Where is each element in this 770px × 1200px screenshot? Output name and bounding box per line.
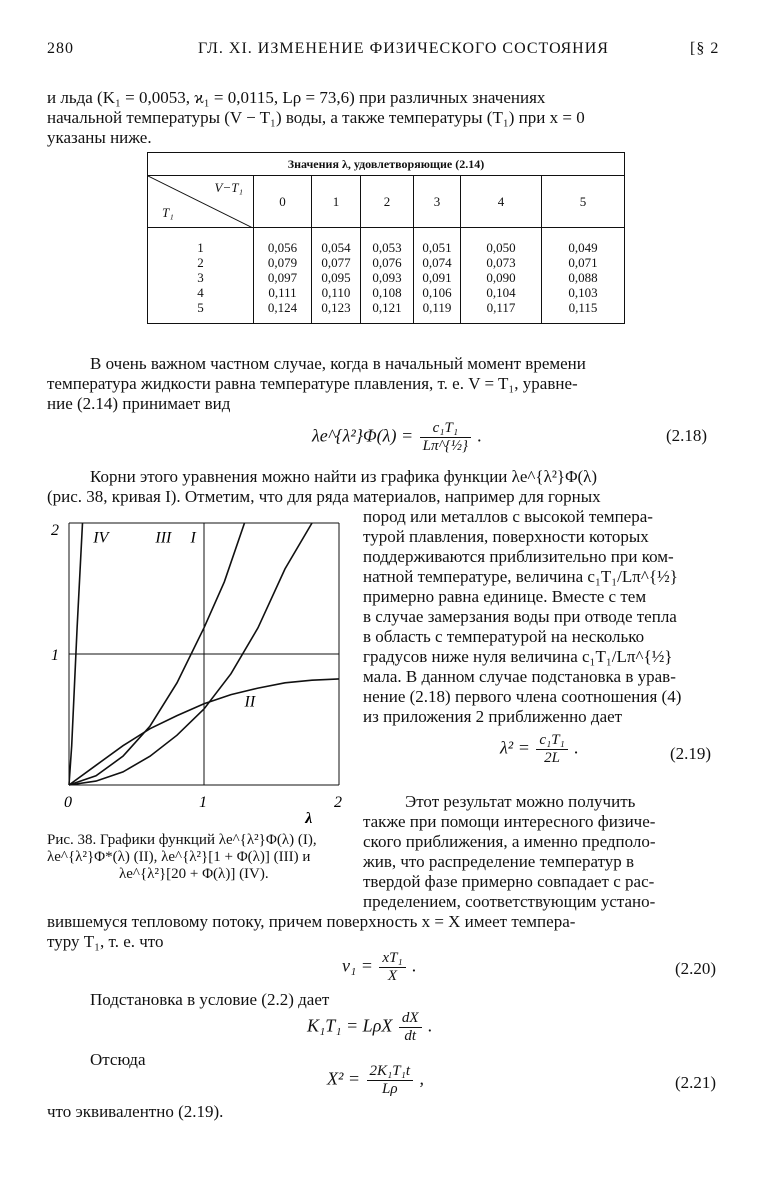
x-axis-label: λ [305,810,313,827]
x-tick-label: 1 [199,794,207,811]
para2-right-line: в область с температурой на несколько [363,627,645,646]
intro-line-2: начальной температуры (V − T₁) воды, а также температуры (T₁) при x = 0 [47,108,585,127]
eq-2-21-tail: , [419,1068,424,1089]
running-title: ГЛ. XI. ИЗМЕНЕНИЕ ФИЗИЧЕСКОГО СОСТОЯНИЯ [198,40,609,57]
eq-2-18-numerator: c₁T₁ [420,420,471,438]
para5: Отсюда [90,1050,146,1069]
x-tick-label: 2 [334,794,342,811]
para3-right-line: Этот результат можно получить [405,792,636,811]
table-value-column [312,228,361,324]
eq-dxdt-denominator: dt [404,1028,416,1044]
table-t-column [148,228,254,324]
figure-caption [47,832,342,883]
table-cell: 0,090 [486,270,516,285]
table-cell: 0,124 [267,300,298,315]
para2-right-line: пород или металлов с высокой темпера- [363,507,653,526]
table-cell: 0,053 [372,240,402,255]
curve-label-III: III [155,529,172,547]
curve-label-I: I [190,529,196,547]
table-cell: 0,049 [568,240,598,255]
para1-line-1: В очень важном частном случае, когда в начальный момент времени [90,354,586,373]
table-cell: 0,050 [486,240,516,255]
table-cell: 0,119 [422,300,452,315]
table-caption: Значения λ, удовлетворяющие (2.14) [148,153,625,176]
table-col-header: 2 [361,176,414,228]
eq-2-20-denominator: X [387,968,398,984]
eq-2-18-fraction [420,420,471,455]
eq-2-19-numerator: c₁T₁ [536,732,567,750]
table-cell: 0,071 [568,255,598,270]
eq-2-21-lhs: X² = [327,1068,361,1089]
table-cell: 0,088 [568,270,598,285]
table-col-header: 5 [542,176,625,228]
table-cell: 0,110 [321,285,351,300]
table-cell: 1 [197,240,204,255]
para2-right-line: нение (2.18) первого члена соотношения (4) [363,687,682,706]
table-cell: 0,106 [422,285,452,300]
y-tick-label: 2 [51,522,59,539]
corner-top-label: V−T₁ [214,180,243,195]
equation-2-19 [500,732,579,767]
table-cell: 5 [197,300,204,315]
table-cell: 0,104 [486,285,516,300]
table-cell: 0,076 [372,255,402,270]
para2-line-2: (рис. 38, кривая I). Отметим, что для ряда материалов, например для горных [47,487,601,506]
eq-2-18-tail: . [477,425,483,446]
eq-2-18-lhs: λe^{λ²}Φ(λ) = [312,425,414,446]
table-cell: 0,093 [372,270,402,285]
para2-right-line: натной температуре, величина c₁T₁/Lπ^{½} [363,567,678,586]
eq-dxdt-lhs: K₁T₁ = LρX [307,1015,393,1036]
table-value-column [461,228,542,324]
table-cell: 0,103 [568,285,598,300]
table-cell: 0,121 [372,300,402,315]
page-number: 280 [47,40,74,57]
corner-bottom-label: T₁ [162,205,174,220]
figure-caption-line: λe^{λ²}[20 + Φ(λ)] (IV). [119,866,269,882]
lambda-table [147,152,625,324]
graph-grid [69,523,339,785]
eq-2-19-lhs: λ² = [500,737,530,758]
table-cell: 0,091 [422,270,452,285]
table-value-column [414,228,461,324]
para6: что эквивалентно (2.19). [47,1102,224,1121]
para2-right-line: примерно равна единице. Вместе с тем [363,587,647,606]
para2-right-line: градусов ниже нуля величина c₁T₁/Lπ^{½} [363,647,673,666]
eq-2-19-tail: . [574,737,579,758]
table-value-column [542,228,625,324]
figure-38-graph [45,515,350,827]
eq-2-20-numerator: xT₁ [379,950,405,968]
intro-line-1: и льда (K₁ = 0,0053, ϰ₁ = 0,0115, Lρ = 73,6) при различных значениях [47,88,546,107]
table-cell: 2 [197,255,204,270]
table-col-header: 0 [254,176,312,228]
para3-line: туру T₁, т. е. что [47,932,164,951]
para4: Подстановка в условие (2.2) дает [90,990,330,1009]
table-cell: 0,108 [372,285,402,300]
table-value-column [254,228,312,324]
figure-caption-line: Рис. 38. Графики функций λe^{λ²}Φ(λ) (I), [47,832,317,848]
table-cell: 0,074 [422,255,452,270]
x-tick-label: 0 [64,794,72,811]
curve-label-IV: IV [93,529,109,547]
table-cell: 0,051 [422,240,452,255]
para3-right-line: твердой фазе примерно совпадает с рас- [363,872,655,891]
curve-label-II: II [244,693,256,711]
eq-2-20-lhs: v₁ = [342,955,373,976]
equation-2-21 [327,1063,424,1098]
eq-2-18-label: (2.18) [666,426,708,445]
table-cell: 0,115 [568,300,598,315]
para3-right-line: пределением, соответствующим устано- [363,892,656,911]
eq-2-21-numerator: 2K₁T₁t [367,1063,413,1081]
para2-line-1: Корни этого уравнения можно найти из графика функции λe^{λ²}Φ(λ) [90,467,598,486]
table-cell: 0,095 [321,270,351,285]
table-cell: 0,054 [321,240,351,255]
table-cell: 0,111 [268,285,297,300]
para3-right-line: ского приближения, а именно предполо- [363,832,656,851]
eq-2-20-fraction [379,950,405,985]
equation-dxdt [307,1010,433,1045]
para2-right-line: из приложения 2 приближенно дает [363,707,623,726]
para2-right-line: поддерживаются приблизительно при ком- [363,547,674,566]
section-ref: [§ 2 [690,40,720,57]
para1-line-3: ние (2.14) принимает вид [47,394,231,413]
intro-line-3: указаны ниже. [47,128,152,147]
table-cell: 0,117 [486,300,516,315]
eq-2-19-label: (2.19) [670,744,712,763]
table-col-header: 3 [414,176,461,228]
eq-2-18-denominator: Lπ^{½} [422,438,469,454]
para3-right-line: также при помощи интересного физиче- [363,812,656,831]
eq-2-21-denominator: Lρ [382,1081,398,1097]
para1-line-2: температура жидкости равна температуре плавления, т. е. V = T₁, уравне- [47,374,578,393]
table-corner-cell [148,176,254,228]
eq-2-20-tail: . [412,955,417,976]
eq-dxdt-numerator: dX [399,1010,422,1028]
eq-2-20-label: (2.20) [675,959,717,978]
table-cell: 0,073 [486,255,516,270]
table-cell: 0,079 [267,255,298,270]
eq-2-21-label: (2.21) [675,1073,717,1092]
para3-right-line: жив, что распределение температур в [363,852,635,871]
eq-dxdt-fraction [399,1010,422,1045]
table-cell: 3 [197,270,204,285]
equation-2-20 [342,950,417,985]
table-col-header: 1 [312,176,361,228]
table-cell: 0,077 [321,255,351,270]
table-cell: 4 [197,285,204,300]
eq-2-21-fraction [367,1063,413,1098]
table-cell: 0,097 [267,270,298,285]
para2-right-line: турой плавления, поверхности которых [363,527,649,546]
para3-line: вившемуся тепловому потоку, причем поверхность x = X имеет темпера- [47,912,576,931]
para2-right-line: мала. В данном случае подстановка в урав- [363,667,676,686]
para2-right-line: в случае замерзания воды при отводе тепла [363,607,677,626]
figure-caption-line: λe^{λ²}Φ*(λ) (II), λe^{λ²}[1 + Φ(λ)] (III) и [47,849,311,865]
y-tick-label: 1 [51,647,59,664]
equation-2-18 [312,420,482,455]
table-cell: 0,123 [321,300,351,315]
eq-2-19-denominator: 2L [544,750,560,766]
table-value-column [361,228,414,324]
table-col-header: 4 [461,176,542,228]
table-cell: 0,056 [267,240,298,255]
eq-2-19-fraction [536,732,567,767]
eq-dxdt-tail: . [428,1015,433,1036]
